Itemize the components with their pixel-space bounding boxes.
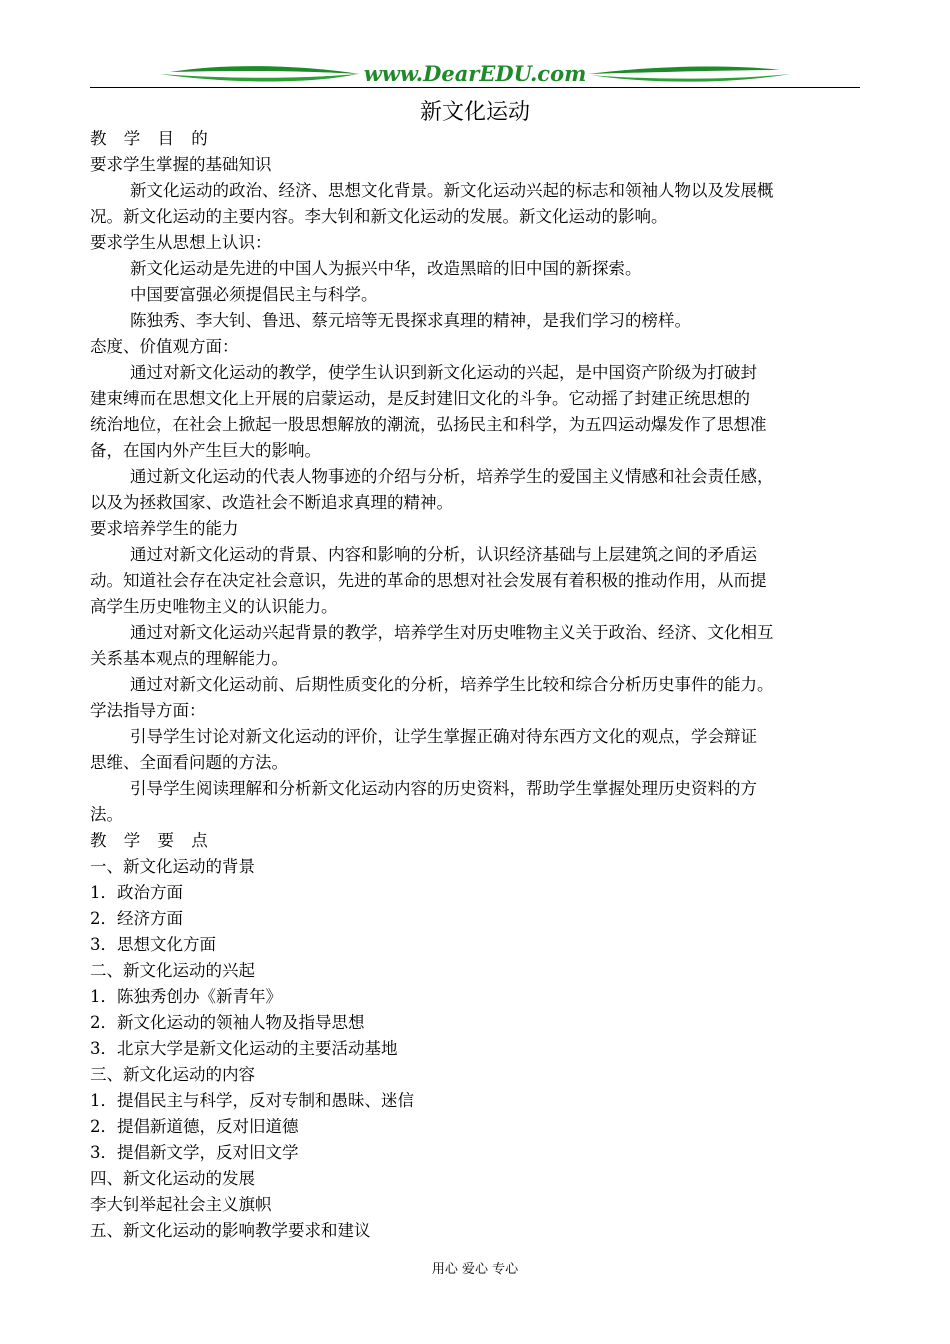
section-heading-key-points: 教 学 要 点	[90, 831, 214, 850]
subheading: 态度、价值观方面：	[90, 337, 239, 356]
paragraph-line: 陈独秀、李大钊、鲁迅、蔡元培等无畏探求真理的精神，是我们学习的榜样。	[130, 311, 691, 330]
paragraph-line: 备，在国内外产生巨大的影响。	[90, 441, 321, 460]
header-divider	[90, 87, 860, 88]
paragraph-line: 通过对新文化运动的教学，使学生认识到新文化运动的兴起，是中国资产阶级为打破封	[130, 363, 757, 382]
outline-item: 2．新文化运动的领袖人物及指导思想	[90, 1013, 365, 1032]
site-header-banner	[90, 58, 860, 90]
outline-item: 3．思想文化方面	[90, 935, 216, 954]
paragraph-line: 新文化运动的政治、经济、思想文化背景。新文化运动兴起的标志和领袖人物以及发展概	[130, 181, 774, 200]
swoosh-logo-icon	[90, 58, 860, 90]
document-title: 新文化运动	[419, 100, 530, 125]
paragraph-line: 动。知道社会存在决定社会意识，先进的革命的思想对社会发展有着积极的推动作用，从而提	[90, 571, 767, 590]
paragraph-line: 通过对新文化运动的背景、内容和影响的分析，认识经济基础与上层建筑之间的矛盾运	[130, 545, 757, 564]
subheading: 要求学生掌握的基础知识	[90, 155, 272, 174]
paragraph-line: 通过对新文化运动前、后期性质变化的分析，培养学生比较和综合分析历史事件的能力。	[130, 675, 774, 694]
subheading: 要求学生从思想上认识：	[90, 233, 272, 252]
outline-item: 3．提倡新文学，反对旧文学	[90, 1143, 299, 1162]
paragraph-line: 建束缚而在思想文化上开展的启蒙运动，是反封建旧文化的斗争。它动摇了封建正统思想的	[90, 389, 750, 408]
outline-item: 李大钊举起社会主义旗帜	[90, 1195, 272, 1214]
subheading: 学法指导方面：	[90, 701, 206, 720]
outline-item: 2．经济方面	[90, 909, 183, 928]
paragraph-line: 关系基本观点的理解能力。	[90, 649, 288, 668]
site-url: www.DearEDU.com	[363, 61, 587, 86]
outline-heading: 一、新文化运动的背景	[90, 857, 255, 876]
paragraph-line: 通过对新文化运动兴起背景的教学，培养学生对历史唯物主义关于政治、经济、文化相互	[130, 623, 774, 642]
outline-item: 3．北京大学是新文化运动的主要活动基地	[90, 1039, 398, 1058]
outline-item: 1．提倡民主与科学，反对专制和愚昧、迷信	[90, 1091, 414, 1110]
outline-heading: 五、新文化运动的影响教学要求和建议	[90, 1221, 371, 1240]
outline-heading: 三、新文化运动的内容	[90, 1065, 255, 1084]
document-body	[90, 126, 862, 1244]
paragraph-line: 中国要富强必须提倡民主与科学。	[130, 285, 378, 304]
paragraph-line: 思维、全面看问题的方法。	[90, 753, 288, 772]
paragraph-line: 法。	[90, 805, 123, 824]
paragraph-line: 高学生历史唯物主义的认识能力。	[90, 597, 338, 616]
paragraph-line: 况。新文化运动的主要内容。李大钊和新文化运动的发展。新文化运动的影响。	[90, 207, 668, 226]
paragraph-line: 引导学生讨论对新文化运动的评价，让学生掌握正确对待东西方文化的观点，学会辩证	[130, 727, 757, 746]
paragraph-line: 以及为拯救国家、改造社会不断追求真理的精神。	[90, 493, 453, 512]
paragraph-line: 引导学生阅读理解和分析新文化运动内容的历史资料，帮助学生掌握处理历史资料的方	[130, 779, 757, 798]
outline-item: 1．陈独秀创办《新青年》	[90, 987, 282, 1006]
outline-heading: 二、新文化运动的兴起	[90, 961, 255, 980]
outline-heading: 四、新文化运动的发展	[90, 1169, 255, 1188]
outline-item: 2．提倡新道德，反对旧道德	[90, 1117, 299, 1136]
section-heading-teaching-goals: 教 学 目 的	[90, 129, 214, 148]
paragraph-line: 新文化运动是先进的中国人为振兴中华，改造黑暗的旧中国的新探索。	[130, 259, 642, 278]
paragraph-line: 统治地位，在社会上掀起一股思想解放的潮流，弘扬民主和科学，为五四运动爆发作了思想准	[90, 415, 767, 434]
paragraph-line: 通过新文化运动的代表人物事迹的介绍与分析，培养学生的爱国主义情感和社会责任感，	[130, 467, 774, 486]
subheading: 要求培养学生的能力	[90, 519, 239, 538]
outline-item: 1．政治方面	[90, 883, 183, 902]
page-footer: 用心 爱心 专心	[431, 1262, 519, 1277]
